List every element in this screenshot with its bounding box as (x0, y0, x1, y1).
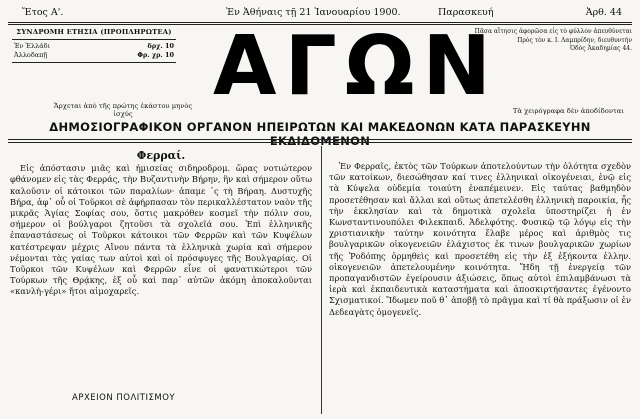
subtitle-rule (8, 139, 632, 140)
issue-year: Ἔτος Α'. (22, 7, 64, 18)
contact-box (462, 28, 632, 54)
subscription-divider (12, 62, 176, 63)
archive-label: ΑΡΧΕΙΟΝ ΠΟΛΙΤΙΣΜΟΥ (72, 393, 176, 403)
issue-number: Ἀρθ. 44 (585, 7, 622, 18)
weekday: Παρασκευή (438, 7, 494, 18)
subscription-start-note: Ἄρχεται ἀπὸ τῆς πρώτης ἑκάστου μηνὸς ἰσχύς (53, 102, 193, 118)
contact-line: Πᾶσα αἴτησις ἀφορῶσα εἰς τὸ φύλλον ἀπευθύνεται (474, 28, 632, 35)
place-date: Ἐν Ἀθήναις τῇ 21 Ἰανουαρίου 1900. (226, 7, 401, 18)
subscription-line-domestic (8, 42, 180, 51)
top-info-line (8, 6, 632, 20)
article-column-left (10, 150, 312, 298)
manuscripts-note: Τὰ χειρόγραφα δὲν ἀποδίδονται (512, 107, 624, 115)
column-divider (321, 146, 322, 414)
subscription-divider (12, 39, 176, 40)
subtitle-rule-double (8, 142, 632, 143)
subscription-label: Ἐν Ἑλλάδι (14, 42, 51, 50)
subscription-title: ΣΥΝΔΡΟΜΗ ΕΤΗΣΙΑ (ΠΡΟΠΛΗΡΩΤΕΑ) (16, 28, 172, 36)
subscription-label: Ἀλλοδαπῇ (14, 51, 48, 59)
contact-line: Ὁδὸς Ἀκαδημίας 44. (569, 45, 632, 52)
masthead-title: ΑΓΩΝ (213, 19, 500, 114)
subscription-price: Φρ. χρ. 10 (137, 51, 174, 59)
article-paragraph: Ἐν Φερραῖς, ἐκτὸς τῶν Τούρκων ἀποτελούντων τὴν ὁλότητα σχεδὸν τῶν κατοίκων, διεσώθησαν καί τινες ἑλληνικαὶ οἰκογένειαι, ἐνῷ εἰς τὰ Κύψελα οὐδεμία τοιαύτη ἐναπέμεινεν. Εἰς ταύτας βαθμηδὸν προσετέθησαν καὶ ἄλλαι καὶ οὕτως ἀπετελέσθη ἑλληνικὴ παροικία, ἧς τὴν ἐκκλησίαν καὶ τὰ δημοτικὰ σχολεῖα ὑποστηρίζει ἡ ἐν Κωνσταντινουπόλει Φιλεκπαιδ. Ἀδελφότης. Φυσικῷ τῷ λόγῳ εἰς τὴν χριστιανικὴν ταύτην κοινότητα ἔλαβε μέρος καὶ ἀριθμὸς τις βουλγαρικῶν οἰκογενειῶν ἐλάχιστος ἐκ τινων βουλγαρικῶν χωρίων τῆς Ῥοδόπης ὁρμηθεὶς καὶ προσετέθη εἰς τὴν ἐξ ἑξήκοντα ἑλλην. οἰκογενειῶν ἀπετελουμένην κοινότητα. Ἤδη τῇ ἐνεργείᾳ τῶν προπαγανδιστῶν ἐγείρουσιν ἀξιώσεις, ὅπως αὐτοὶ ἐπιλαμβάνωσι τὰ ἱερὰ καὶ ἐκπαιδευτικὰ καταστήματα καὶ ἀποσκιρτήσαντες ἐγένοντο Σχισματικοί. Ἴδωμεν ποῦ θ᾽ ἀποβῇ τὸ πρᾶγμα καὶ τί θὰ πράξωσιν οἱ ἐν Δεδεαγὰτς ὁμογενεῖς. (329, 161, 631, 317)
subscription-box (8, 28, 180, 65)
subscription-price: δρχ. 10 (147, 42, 174, 50)
article-title: Φερραί. (136, 149, 186, 162)
article-paragraph: Εἰς ἀπόστασιν μιᾶς καὶ ἡμισείας σιδηροδρομ. ὥρας νοτιώτερον φθάνομεν εἰς τὰς Φερράς, τὴν Βυζαντινὴν Βήρην, ἣν καὶ σήμερον οὕτω καλοῦσιν οἱ κάτοικοι τῶν παραλίων· ἀπαμε ᾽ς τὴ Βήραη. Δυστυχῆς Βήρα, ἀφ᾽ οὗ οἱ Τοῦρκοι σὲ ἀφήρπασαν τὸν περικαλλέστατον ναὸν τῆς μικρᾶς Ἁγίας Σοφίας σου, ὅστις μακρόθεν κοσμεῖ τὴν πόλιν σου, σήμερον οἱ βούλγαροι ζητοῦσι τὰ σχολεῖά σου. Ἐπὶ ἑλληνικῆς ἐπαναστάσεως οἱ Τοῦρκοι κάτοικοι τῶν Φερρῶν καὶ τῶν Κυψέλων κατέστρεψαν μέχρις Αἴνου πάντα τὰ ἑλληνικὰ χωρία καὶ σήμερον νέμονται τὰς γαίας των αὐτοὶ καὶ οἱ πρόσφυγες τῆς Βουλγαρίας. Οἱ Τοῦρκοι τῶν Κυψέλων καὶ Φερρῶν εἶνε οἱ φανατικώτεροι τῶν Τούρκων τῆς Θρᾴκης, ἐξ οὗ καὶ παρ᾽ αὐτῶν ἀκόμη ἀποκαλοῦνται «κανλὴ-γέρι» ἤτοι αἱμοχαρεῖς. (10, 163, 312, 297)
subscription-line-abroad (8, 51, 180, 60)
newspaper-page (8, 6, 632, 414)
newspaper-subtitle: ΔΗΜΟΣΙΟΓΡΑΦΙΚΟΝ ΟΡΓΑΝΟΝ ΗΠΕΙΡΩΤΩΝ ΚΑΙ ΜΑΚΕΔΟΝΩΝ ΚΑΤΑ ΠΑΡΑΣΚΕΥΗΝ ΕΚΔΙΔΟΜΕΝΟΝ (49, 120, 591, 148)
contact-line: Πρὸς τὸν κ. Ι. Λαμπρίδην, διευθυντήν (517, 36, 632, 44)
article-column-right (329, 161, 631, 318)
